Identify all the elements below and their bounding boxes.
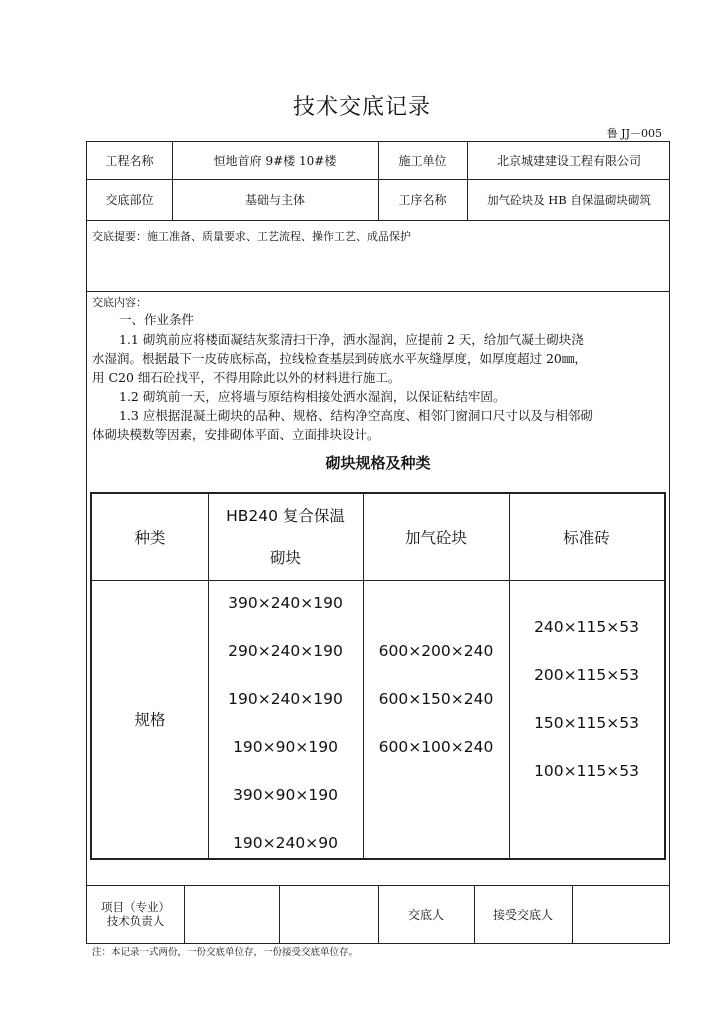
spec-table [90,492,666,860]
standard-size: 150×115×53 [534,714,639,732]
receiver-label: 接受交底人 [492,907,553,922]
content-p1-line2: 水湿润。根据最下一皮砖底标高，拉线检查基层到砖底水平灰缝厚度，如厚度超过 20㎜， [92,351,587,366]
contractor-value: 北京城建建设工程有限公司 [496,154,641,168]
content-p3-line1: 1.3 应根据混凝土砌块的品种、规格、结构净空高度、相邻门窗洞口尺寸以及与相邻砌 [119,408,593,423]
project-name-label: 工程名称 [105,154,154,168]
part-value: 基础与主体 [244,193,305,207]
content-label: 交底内容： [92,296,147,309]
standard-size: 100×115×53 [534,762,639,780]
receiver-signature[interactable] [572,885,671,943]
spacer-cell [279,885,378,943]
hb-size: 190×240×90 [233,834,338,852]
page-title: 技术交底记录 [292,95,431,120]
tech-lead-label [87,885,184,943]
standard-size: 200×115×53 [534,666,639,684]
part-label: 交底部位 [105,193,154,207]
footnote: 注：本记录一式两份，一份交底单位存，一份接受交底单位存。 [92,947,359,958]
col-standard-header: 标准砖 [563,529,610,547]
hb-size: 290×240×190 [228,642,343,660]
process-label: 工序名称 [398,193,447,207]
content-p1-line1: 1.1 砌筑前应将楼面凝结灰浆清扫干净，洒水湿润，应提前 2 天，给加气凝土砌块浇 [119,332,584,347]
hb-size: 190×240×190 [228,690,343,708]
hb-size: 390×240×190 [228,594,343,612]
col-hb-header-line2: 砌块 [269,549,301,567]
spec-table-title: 砌块规格及种类 [325,454,431,472]
standard-size: 240×115×53 [534,618,639,636]
aerated-size: 600×150×240 [378,690,494,708]
col-aerated-header: 加气砼块 [404,529,467,547]
col-hb-header-line1: HB240 复合保温 [226,507,345,525]
hb-size: 190×90×190 [233,738,338,756]
aerated-size: 600×200×240 [378,642,494,660]
summary-label: 交底提要：施工准备、质量要求、工艺流程、操作工艺、成品保护 [92,230,411,243]
tech-lead-label-line2: 技术负责人 [106,914,165,928]
discloser-label: 交底人 [407,907,444,922]
col-kind-header: 种类 [134,529,166,547]
project-name-value: 恒地首府 9#楼 10#楼 [213,154,337,168]
document-number: 鲁 JJ－005 [606,127,662,140]
col-hb-header [208,494,363,580]
contractor-label: 施工单位 [398,154,447,168]
process-value: 加气砼块及 HB 自保温砌块砌筑 [487,192,651,207]
content-p3-line2: 体砌块模数等因素，安排砌体平面、立面排块设计。 [92,427,380,442]
tech-lead-label-line1: 项目（专业） [101,900,170,914]
aerated-size: 600×100×240 [378,738,494,756]
content-p1-line3: 用 C20 细石砼找平，不得用除此以外的材料进行施工。 [92,370,401,385]
tech-lead-signature[interactable] [184,885,279,943]
spec-row-label: 规格 [134,711,166,729]
content-p2: 1.2 砌筑前一天，应将墙与原结构相接处洒水湿润，以保证粘结牢固。 [119,389,506,404]
hb-size: 390×90×190 [233,786,338,804]
content-heading: 一、作业条件 [119,312,195,327]
